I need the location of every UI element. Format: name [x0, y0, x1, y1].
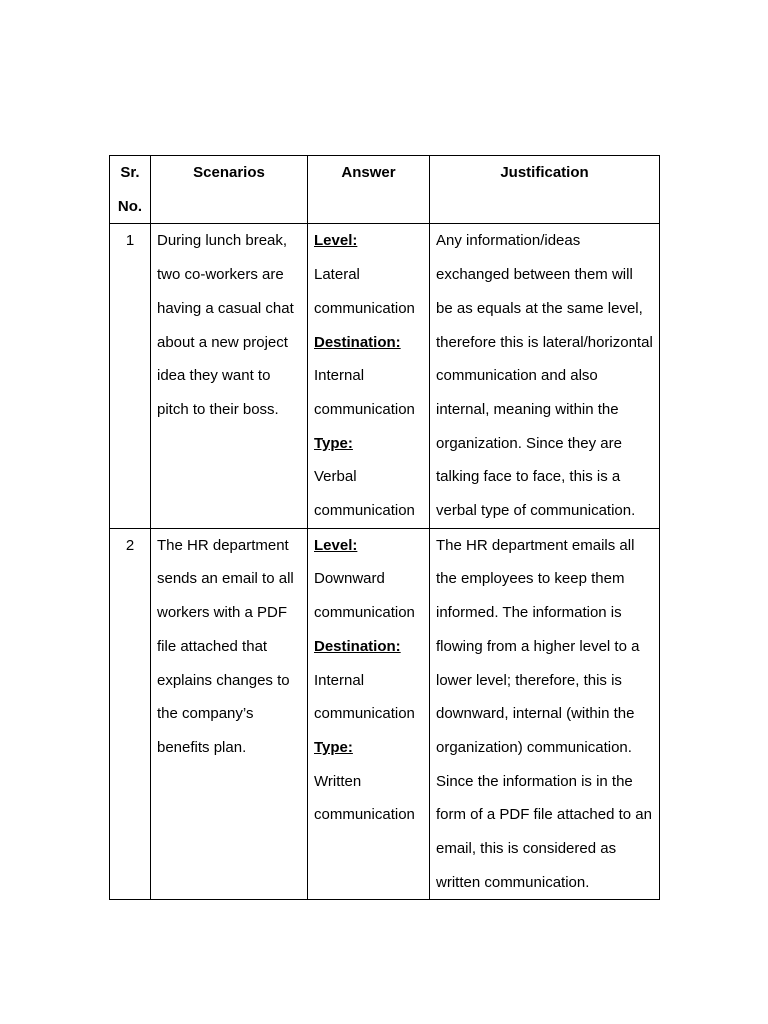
level-value: Downward communication	[314, 570, 415, 622]
scenario-cell	[151, 528, 308, 900]
type-label: Type:	[314, 434, 353, 452]
scenario-cell	[151, 224, 308, 528]
table-header-row	[110, 156, 660, 224]
table-row	[110, 224, 660, 528]
header-sr-no: Sr. No.	[110, 156, 151, 224]
sr-cell: 1	[110, 224, 151, 528]
scenario-text: The HR department sends an email to all workers with a PDF file attached that explains changes to the company’s benefits plan.	[157, 536, 294, 756]
header-scenarios: Scenarios	[151, 156, 308, 224]
type-label: Type:	[314, 738, 353, 756]
justification-text: Any information/ideas exchanged between them will be as equals at the same level, therefore this is lateral/horizontal communication and also internal, meaning within the organization. Since they are talking face to face, this is a verbal type of communication.	[436, 232, 653, 520]
level-label: Level:	[314, 232, 358, 250]
destination-value: Internal communication	[314, 671, 415, 723]
destination-value: Internal communication	[314, 367, 415, 418]
header-answer: Answer	[308, 156, 430, 224]
justification-cell	[430, 528, 660, 900]
sr-cell: 2	[110, 528, 151, 900]
justification-cell	[430, 224, 660, 528]
level-label: Level:	[314, 536, 358, 554]
level-value: Lateral communication	[314, 266, 415, 317]
destination-label: Destination:	[314, 333, 401, 351]
type-value: Verbal communication	[314, 468, 415, 520]
answer-cell	[308, 528, 430, 900]
answer-cell	[308, 224, 430, 528]
table-row	[110, 528, 660, 900]
justification-text: The HR department emails all the employees to keep them informed. The information is flowing from a higher level to a lower level; therefore, this is downward, internal (within the organization) communication. Since the information is in the form of a PDF file attached to an email, this is considered as written communication.	[436, 536, 652, 891]
type-value: Written communication	[314, 772, 415, 824]
scenario-text: During lunch break, two co-workers are having a casual chat about a new project idea they want to pitch to their boss.	[157, 232, 294, 418]
destination-label: Destination:	[314, 637, 401, 655]
communication-table	[109, 155, 660, 900]
header-justification: Justification	[430, 156, 660, 224]
